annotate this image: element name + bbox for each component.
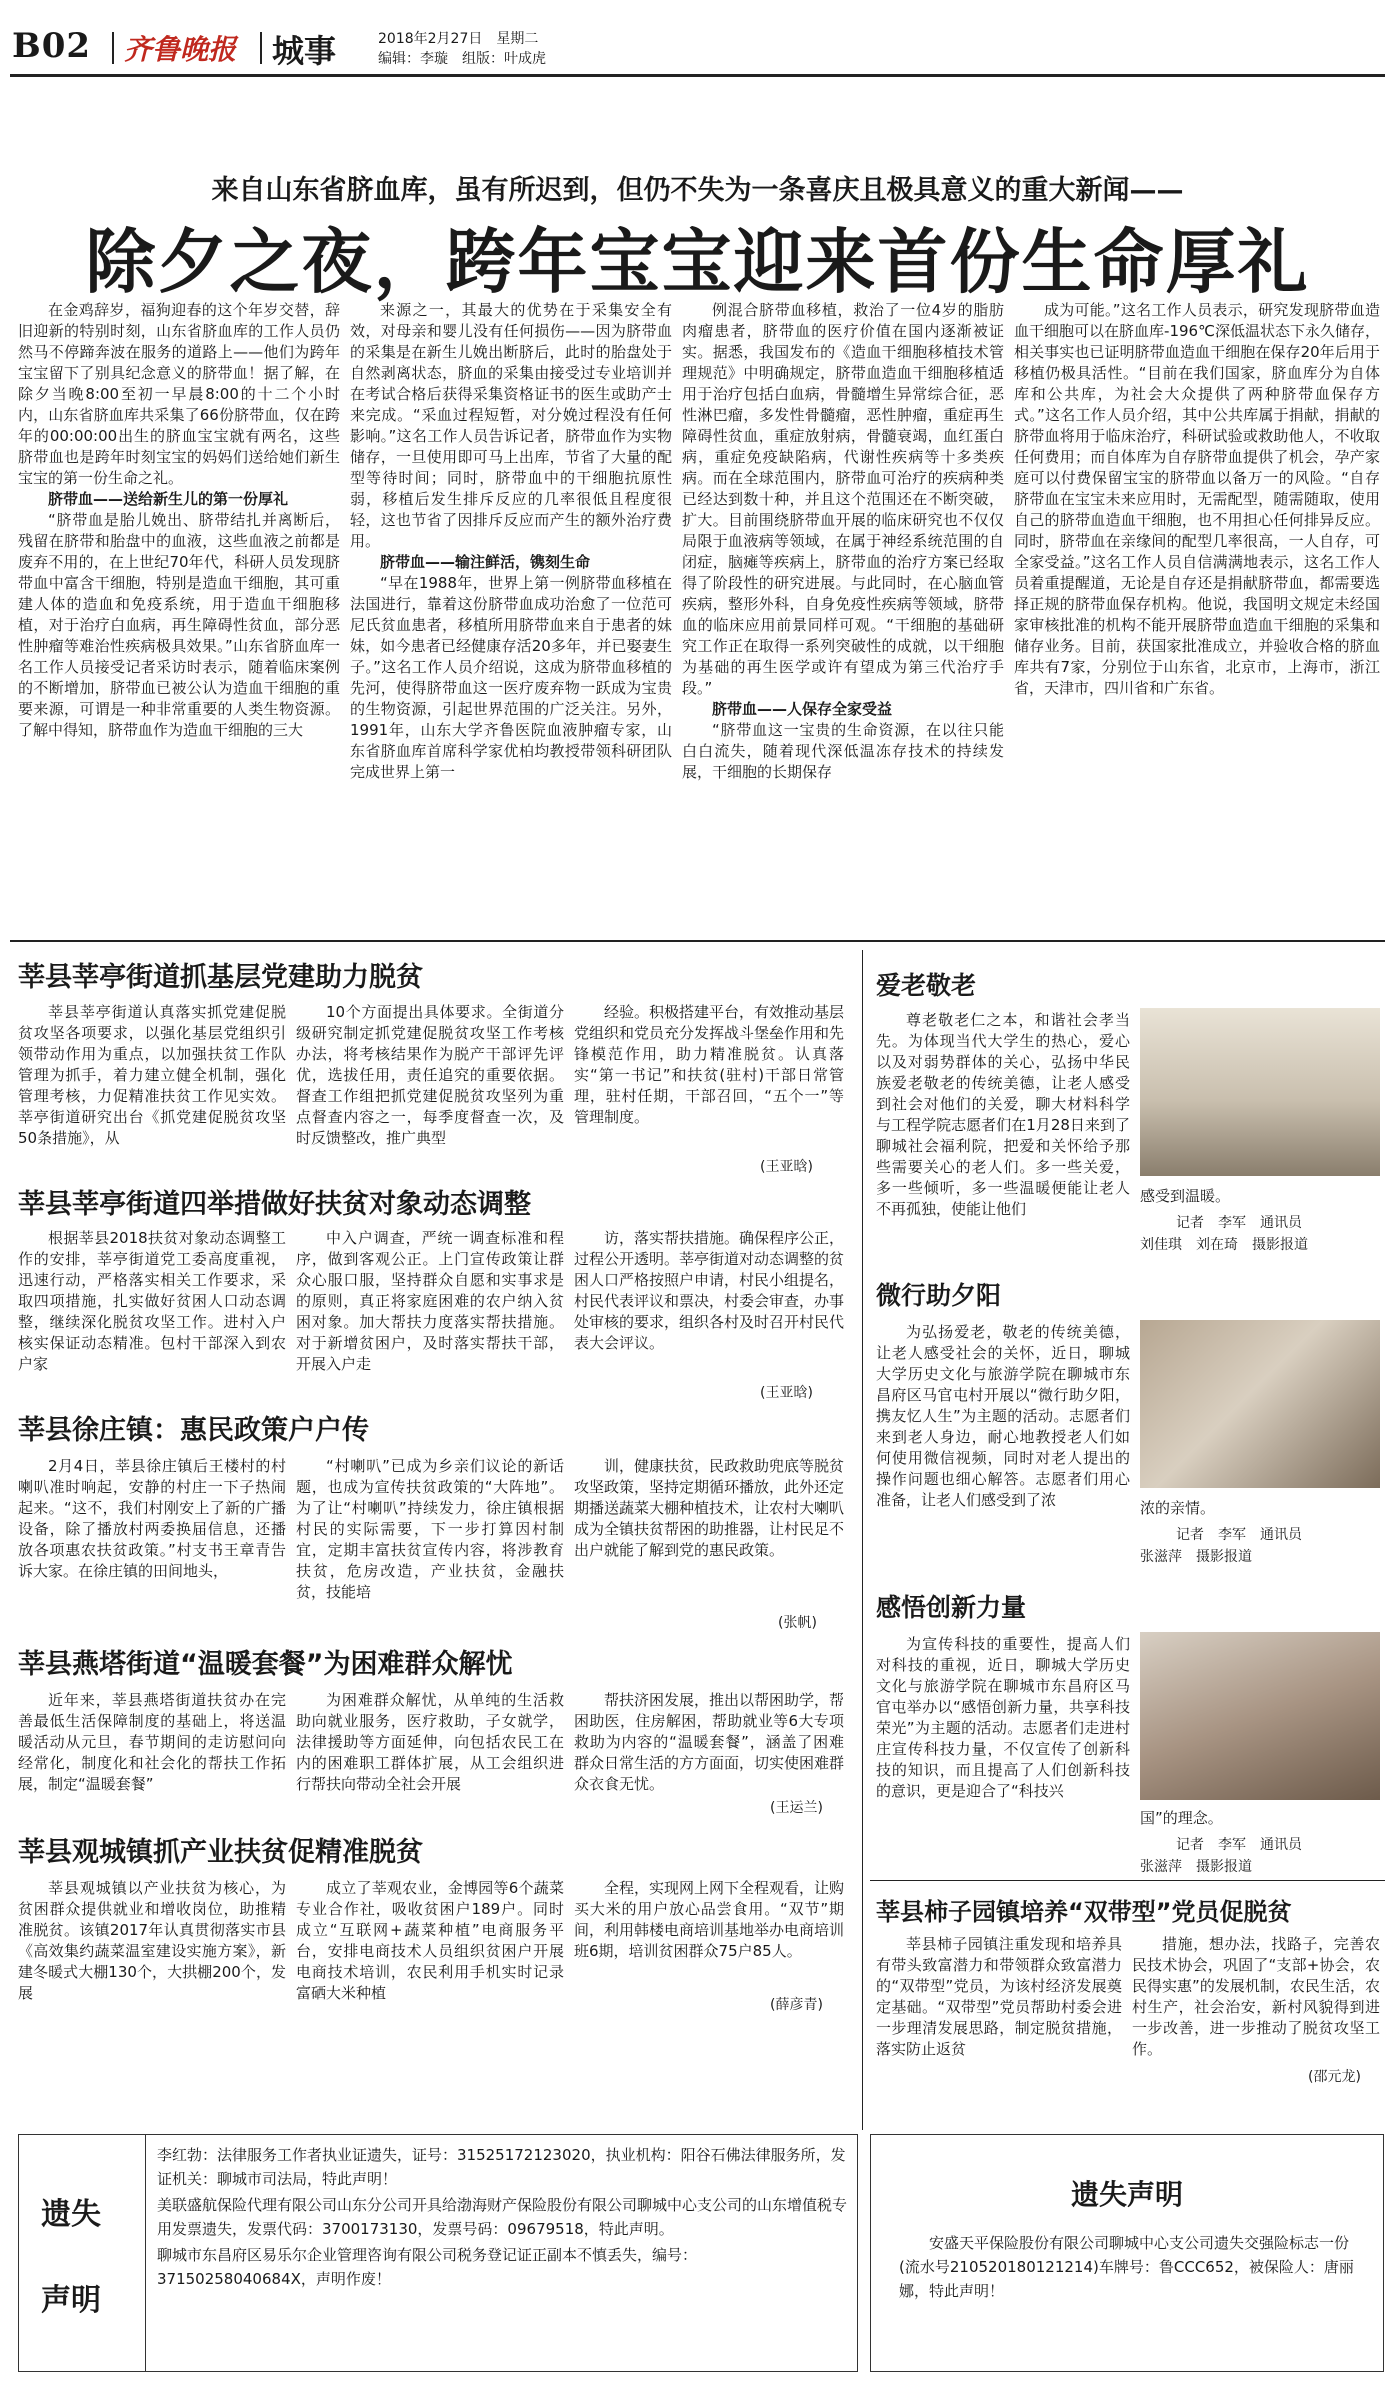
page-number: B02 [12, 26, 92, 66]
r2-photo [1140, 1320, 1380, 1488]
r4-title: 莘县柿子园镇培养“双带型”党员促脱贫 [876, 1898, 1292, 1926]
a4-title: 莘县燕塔街道“温暖套餐”为困难群众解忧 [18, 1649, 513, 1680]
r1-t1: 尊老敬老仁之本，和谐社会孝当先。为体现当代大学生的热心，爱心以及对弱势群体的关心，弘扬中华民族爱老敬老的传统美德，让老人感受到社会对他们的关爱，聊大材料科学与工程学院志愿者们在1月28日来到了聊城社会福利院，把爱和关怀给予那些需要关心的老人们。多一些关爱，多一些倾听，多一些温暖便能让老人不再孤独，使能让他们 [876, 1011, 1130, 1218]
notice-p1: 李红勃：法律服务工作者执业证遗失，证号：31525172123020，执业机构：阳谷石佛法律服务所，发证机关：聊城市司法局，特此声明！ [157, 2146, 846, 2188]
lead-col2b-p: “早在1988年，世界上第一例脐带血移植在法国进行，靠着这份脐带血成功治愈了一位范可尼氏贫血患者，移植所用脐带血来自于患者的妹妹，如今患者已经健康存活20多年，并已娶妻生子。”这名工作人员介绍说，这成为脐带血移植的先河，使得脐带血这一医疗废弃物一跃成为宝贵的生物资源，引起世界范围的广泛关注。另外，1991年，山东大学齐鲁医院血液肿瘤专家，山东省脐血库首席科学家优柏均教授带领科研团队完成世界上第一 [350, 574, 672, 781]
a4-c3: 帮扶济困发展，推出以帮困助学，帮困助医，住房解困，帮助就业等6大专项救助为内容的“温暖套餐”，涵盖了困难群众日常生活的方方面面，切实使困难群众衣食无忧。 [574, 1691, 844, 1793]
a4-col-2 [296, 1690, 564, 1818]
r1-photo [1140, 1008, 1380, 1176]
notice-p2: 美联盛航保险代理有限公司山东分公司开具给渤海财产保险股份有限公司聊城中心支公司的山东增值税专用发票遗失，发票代码：3700173130，发票号码：09679518，特此声明。 [157, 2196, 848, 2238]
a2-byline: (王亚晗) [760, 1385, 813, 1401]
a4-c1: 近年来，莘县燕塔街道扶贫办在完善最低生活保障制度的基础上，将送温暖活动从元旦，春节期间的走访慰问向经常化，制度化和社会化的帮扶工作拓展，制定“温暖套餐” [18, 1691, 286, 1793]
lead-kicker: 来自山东省脐血库，虽有所迟到，但仍不失为一条喜庆且极具意义的重大新闻—— [211, 175, 1184, 206]
notice-right-box [870, 2134, 1384, 2372]
r4-top-rule [870, 1880, 1385, 1881]
r1-tail [1140, 1186, 1380, 1210]
r3-tail [1140, 1808, 1380, 1832]
r3-photo [1140, 1632, 1380, 1800]
editor: 编辑：李璇 [378, 51, 448, 67]
a2-title: 莘县莘亭街道四举措做好扶贫对象动态调整 [18, 1189, 531, 1220]
a5-c2: 成立了莘观农业，金博园等6个蔬菜专业合作社，吸收贫困户189户。同时成立“互联网+蔬菜种植”电商服务平台，安排电商技术人员组织贫困户开展电商技术培训，农民利用手机实时记录富硒大米种植 [296, 1879, 564, 2002]
paper-logo: 齐鲁晚报 [124, 33, 237, 66]
lead-col3-p: 例混合脐带血移植，救治了一位4岁的脂肪肉瘤患者，脐带血的医疗价值在国内逐渐被证实。据悉，我国发布的《造血干细胞移植技术管理规范》中明确规定，脐带血造血干细胞移植适用于治疗包括白血病，骨髓增生异常综合征，恶性淋巴瘤，多发性骨髓瘤，恶性肿瘤，重症再生障碍性贫血，重症放射病，骨髓衰竭，血红蛋白病，重症免疫缺陷病，代谢性疾病等十多类疾病。而在全球范围内，脐带血可治疗的疾病种类已经达到数十种，并且这个范围还在不断突破，扩大。目前围绕脐带血开展的临床研究也不仅仅局限于血液病等领域，在属于神经系统范围的自闭症，脑瘫等疾病上，脐带血的治疗方案已经取得了阶段性的研究进展。与此同时，在心脑血管疾病，整形外科，自身免疫性疾病等领域，脐带血的临床应用前景同样可观。“干细胞的基础研究工作正在取得一系列突破性的成就，以干细胞为基础的再生医学或许有望成为第三代治疗手段。” [682, 301, 1004, 697]
a4-c2: 为困难群众解忧，从单纯的生活救助向就业服务，医疗救助，子女就学，法律援助等方面延伸，向包括农民工在内的困难职工群体扩展，从工会组织进行帮扶向带动全社会开展 [296, 1691, 564, 1793]
lead-col1b-p: “脐带血是胎儿娩出、脐带结扎并离断后，残留在脐带和胎盘中的血液，这些血液之前都是废弃不用的，在上世纪70年代，科研人员发现脐带血中富含干细胞，特别是造血干细胞，其可重建人体的造血和免疫系统，用于造血干细胞移植，对于治疗白血病，再生障碍性贫血，部分恶性肿瘤等难治性疾病极具效果。”山东省脐血库一名工作人员接受记者采访时表示，随着临床案例的不断增加，脐带血已被公认为造血干细胞的重要来源，可谓是一种非常重要的人类生物资源。了解中得知，脐带血作为造血干细胞的三大 [18, 511, 340, 739]
r2-title: 微行助夕阳 [876, 1281, 1002, 1310]
r3-t2: 国”的理念。 [1140, 1809, 1223, 1827]
notice-text [157, 2143, 847, 2293]
r4-c2: 措施，想办法，找路子，完善农民技术协会，巩固了“支部+协会，农民得实惠”的发展机制，农民生活，农村生产，社会治安，新村风貌得到进一步改善，进一步推动了脱贫攻坚工作。 [1132, 1935, 1380, 2058]
a5-col-3 [574, 1878, 844, 1988]
notice-right-text [899, 2231, 1361, 2305]
r2-text [876, 1322, 1130, 1564]
a3-byline: (张帆) [778, 1615, 817, 1631]
r1-text [876, 1010, 1130, 1252]
r3-byline-2: 张滋萍 摄影报道 [1140, 1859, 1252, 1875]
r3-title: 感悟创新力量 [876, 1593, 1027, 1622]
lead-sub-1: 脐带血——送给新生儿的第一份厚礼 [48, 490, 289, 508]
a5-c3: 全程，实现网上网下全程观看，让购买大米的用户放心品尝食用。“双节”期间，利用韩楼电商培训基地举办电商培训班6期，培训贫困群众75户85人。 [574, 1879, 844, 1960]
a1-col-3 [574, 1002, 844, 1152]
r2-t2: 浓的亲情。 [1140, 1499, 1216, 1517]
a3-col-2 [296, 1456, 564, 1632]
r4-c1: 莘县柿子园镇注重发现和培养具有带头致富潜力和带领群众致富潜力的“双带型”党员，为该村经济发展奠定基础。“双带型”党员帮助村委会进一步理清发展思路，制定脱贫措施，落实防止返贫 [876, 1935, 1122, 2058]
a5-title: 莘县观城镇抓产业扶贫促精准脱贫 [18, 1837, 423, 1868]
a4-col-1 [18, 1690, 286, 1818]
lead-col-2 [350, 300, 672, 932]
a3-title: 莘县徐庄镇：惠民政策户户传 [18, 1415, 369, 1446]
r2-byline-2: 张滋萍 摄影报道 [1140, 1549, 1252, 1565]
a2-col-1 [18, 1228, 286, 1398]
r1-byline-1: 记者 李军 通讯员 [1176, 1215, 1302, 1231]
r1-byline-2: 刘佳琪 刘在琦 摄影报道 [1140, 1237, 1308, 1253]
lead-title: 除夕之夜，跨年宝宝迎来首份生命厚礼 [85, 221, 1310, 303]
r2-tail [1140, 1498, 1380, 1522]
notice-label-2: 声明 [41, 2283, 101, 2318]
notice-right-p: 安盛天平保险股份有限公司聊城中心支公司遗失交强险标志一份(流水号210520180121214)车牌号：鲁CCC652，被保险人：唐丽娜，特此声明！ [899, 2234, 1354, 2300]
left-right-divider [862, 950, 863, 2130]
a2-col-3 [574, 1228, 844, 1378]
notice-p3: 聊城市东昌府区易乐尔企业管理咨询有限公司税务登记证正副本不慎丢失，编号：37150258040684X，声明作废！ [157, 2246, 698, 2288]
a5-col-1 [18, 1878, 286, 2004]
lead-sub-2: 脐带血——输注鲜活，镌刻生命 [380, 553, 591, 571]
a5-c1: 莘县观城镇以产业扶贫为核心，为贫困群众提供就业和增收岗位，助推精准脱贫。该镇2017年认真贯彻落实市县《高效集约蔬菜温室建设实施方案》，新建冬暖式大棚130个，大拱棚200个，发展 [18, 1879, 286, 2002]
lead-bottom-rule [10, 940, 1385, 942]
a3-col-3 [574, 1456, 844, 1606]
r3-text [876, 1634, 1130, 1874]
a3-c2: “村喇叭”已成为乡亲们议论的新话题，也成为宣传扶贫政策的“大阵地”。为了让“村喇叭”持续发力，徐庄镇根据村民的实际需要，下一步打算因村制宜，定期丰富扶贫宣传内容，将涉教育扶贫，危房改造，产业扶贫，金融扶贫，技能培 [296, 1457, 564, 1601]
notice-left-box [18, 2134, 858, 2372]
lead-col4-p: 成为可能。”这名工作人员表示，研究发现脐带血造血干细胞可以在脐血库-196℃深低温状态下永久储存，相关事实也已证明脐带血造血干细胞在保存20年后用于移植仍极具活性。“目前在我们国家，脐血库分为自体库和公共库，为社会大众提供了两种脐带血保存方式。”这名工作人员介绍，其中公共库属于捐献，捐献的脐带血将用于临床治疗，科研试验或救助他人，不收取任何费用；而自体库为自存脐带血提供了机会，孕产家庭可以付费保留宝宝的脐带血以备万一的风险。“自存脐带血在宝宝未来应用时，无需配型，随需随取，使用自己的脐带血造血干细胞，也不用担心任何排异反应。同时，脐带血在亲缘间的配型几率很高，一人自存，可全家受益。”这名工作人员自信满满地表示，这名工作人员着重提醒道，无论是自存还是捐献脐带血，都需要选择正规的脐带血保存机构。他说，我国明文规定未经国家审核批准的机构不能开展脐带血造血干细胞的采集和储存业务。目前，获国家批准成立，并验收合格的脐血库共有7家，分别位于山东省，北京市，上海市，浙江省，天津市，四川省和广东省。 [1014, 301, 1380, 697]
a1-col-2 [296, 1002, 564, 1172]
a4-byline: (王运兰) [770, 1800, 823, 1816]
lead-col-4 [1014, 300, 1380, 932]
header-rule [10, 74, 1385, 77]
notice-right-title: 遗失声明 [1070, 2178, 1183, 2211]
r2-t1: 为弘扬爱老，敬老的传统美德，让老人感受社会的关怀，近日，聊城大学历史文化与旅游学院在聊城市东昌府区马官屯村开展以“微行助夕阳，携友忆人生”为主题的活动。志愿者们来到老人身边，耐心地教授老人们如何使用微信视频，同时对老人提出的操作问题也细心解答。志愿者们用心准备，让老人们感受到了浓 [876, 1323, 1130, 1509]
a2-c3: 访，落实帮扶措施。确保程序公正，过程公开透明。莘亭街道对动态调整的贫困人口严格按照户申请，村民小组提名，村民代表评议和票决，村委会审查，办事处审核的要求，组织各村及时召开村民代表大会评议。 [574, 1229, 844, 1352]
lead-col2-p: 来源之一，其最大的优势在于采集安全有效，对母亲和婴儿没有任何损伤——因为脐带血的采集是在新生儿娩出断脐后，此时的胎盘处于自然剥离状态，脐血的采集由接受过专业培训并在考试合格后获得采集资格证书的医生或助产士来完成。“采血过程短暂，对分娩过程没有任何影响。”这名工作人员告诉记者，脐带血作为实物储存，一旦使用即可马上出库，节省了大量的配型等待时间；同时，脐带血中的干细胞抗原性弱，移植后发生排斥反应的几率很低且程度很轻，这也节省了因排斥反应而产生的额外治疗费用。 [350, 301, 672, 550]
lead-col1-p: 在金鸡辞岁，福狗迎春的这个年岁交替，辞旧迎新的特别时刻，山东省脐血库的工作人员仍然马不停蹄奔波在服务的道路上——他们为跨年宝宝留下了别具纪念意义的脐带血！据了解，在除夕当晚8:00至初一早晨8:00的十二个小时内，山东省脐血库共采集了66份脐带血，仅在跨年的00:00:00出生的脐血宝宝就有两名，这些脐带血也是跨年时刻宝宝的妈妈们送给她们新生宝宝的第一份生命之礼。 [18, 301, 340, 487]
header-editor-line [378, 48, 546, 68]
lead-col-1 [18, 300, 340, 932]
a2-c1: 根据莘县2018扶贫对象动态调整工作的安排，莘亭街道党工委高度重视，迅速行动，严格落实相关工作要求，采取四项措施，扎实做好贫困人口动态调整，继续深化脱贫攻坚工作。进村入户核实保证动态精准。包村干部深入到农户家 [18, 1229, 286, 1373]
header-divider-2 [260, 32, 262, 64]
a2-col-2 [296, 1228, 564, 1398]
header-divider [112, 32, 114, 64]
r3-byline-1: 记者 李军 通讯员 [1176, 1837, 1302, 1853]
notice-label-1: 遗失 [41, 2197, 101, 2232]
a5-col-2 [296, 1878, 564, 2004]
date: 2018年2月27日 [378, 31, 483, 47]
r4-col-2 [1132, 1934, 1380, 2060]
a1-byline: (王亚晗) [760, 1159, 813, 1175]
lead-sub-3: 脐带血——人保存全家受益 [712, 700, 893, 718]
lead-col3b-p: “脐带血这一宝贵的生命资源，在以往只能白白流失，随着现代深低温冻存技术的持续发展，干细胞的长期保存 [682, 721, 1004, 781]
r4-col-1 [876, 1934, 1122, 2090]
a1-c1: 莘县莘亭街道认真落实抓党建促脱贫攻坚各项要求，以强化基层党组织引领带动作用为重点，以加强扶贫工作队管理为抓手，着力建立健全机制，强化管理考核，力促精准扶贫工作见实效。莘亭街道研究出台《抓党建促脱贫攻坚50条措施》，从 [18, 1003, 286, 1147]
a2-c2: 中入户调查，严统一调查标准和程序，做到客观公正。上门宣传政策让群众心服口服，坚持群众自愿和实事求是的原则，真正将家庭困难的农户纳入贫困对象。加大帮扶力度落实帮扶措施。对于新增贫困户，及时落实帮扶干部，开展入户走 [296, 1229, 564, 1373]
a3-c3: 训，健康扶贫，民政救助兜底等脱贫攻坚政策，坚持定期循环播放，此外还定期播送蔬菜大棚种植技术，让农村大喇叭成为全镇扶贫帮困的助推器，让村民足不出户就能了解到党的惠民政策。 [574, 1457, 844, 1559]
r4-byline: (邵元龙) [1308, 2069, 1361, 2085]
r2-byline-1: 记者 李军 通讯员 [1176, 1527, 1302, 1543]
a1-col-1 [18, 1002, 286, 1172]
a1-c3: 经验。积极搭建平台，有效推动基层党组织和党员充分发挥战斗堡垒作用和先锋模范作用，助力精准脱贫。认真落实“第一书记”和扶贫(驻村)干部日常管理，驻村任期，干部召回，“五个一”等管理制度。 [574, 1003, 844, 1126]
section-name: 城事 [272, 32, 337, 70]
r1-t2: 感受到温暖。 [1140, 1187, 1231, 1205]
weekday: 星期二 [496, 31, 539, 47]
designer: 组版：叶成虎 [462, 51, 546, 67]
a3-c1: 2月4日，莘县徐庄镇后王楼村的村喇叭准时响起，安静的村庄一下子热闹起来。“这不，我们村刚安上了新的广播设备，除了播放村两委换届信息，还播放各项惠农扶贫政策。”村支书王章青告诉大家。在徐庄镇的田间地头， [18, 1457, 286, 1580]
notice-inner-divider [145, 2135, 146, 2371]
a1-title: 莘县莘亭街道抓基层党建助力脱贫 [18, 962, 423, 993]
a3-col-1 [18, 1456, 286, 1632]
r1-title: 爱老敬老 [876, 971, 977, 1000]
a5-byline: (薛彦青) [770, 1997, 823, 2013]
lead-col-3 [682, 300, 1004, 932]
header-date-line [378, 28, 538, 48]
r3-t1: 为宣传科技的重要性，提高人们对科技的重视，近日，聊城大学历史文化与旅游学院在聊城市东昌府区马官屯举办以“感悟创新力量，共享科技荣光”为主题的活动。志愿者们走进村庄宣传科技力量，不仅宣传了创新科技的知识，而且提高了人们创新科技的意识，更是迎合了“科技兴 [876, 1635, 1130, 1800]
a1-c2: 10个方面提出具体要求。全街道分级研究制定抓党建促脱贫攻坚工作考核办法，将考核结果作为脱产干部评先评优，选拔任用，责任追究的重要依据。督查工作组把抓党建促脱贫攻坚列为重点督查内容之一，每季度督查一次，及时反馈整改，推广典型 [296, 1003, 564, 1147]
